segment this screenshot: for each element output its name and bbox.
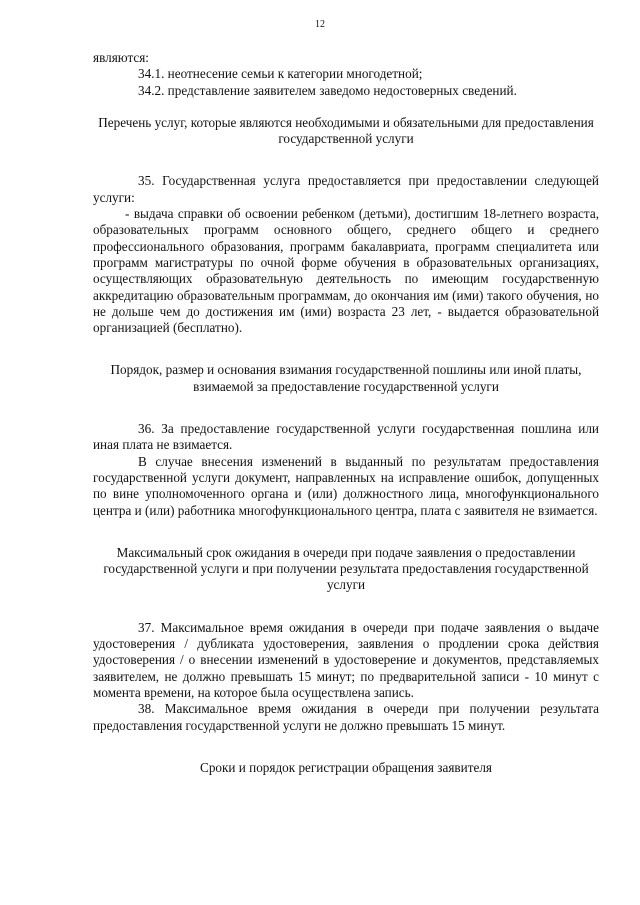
- section-heading-required-services: [93, 115, 599, 148]
- paragraph-38: 38. Максимальное время ожидания в очереди при получении результата предоставления государственной услуги не должно превышать 15 минут.: [93, 701, 599, 733]
- paragraph-continuation: являются:: [93, 50, 149, 65]
- paragraph-36: 36. За предоставление государственной услуги государственная пошлина или иная плата не взимается.: [93, 421, 599, 453]
- section-heading-fees: [93, 362, 599, 395]
- section-heading-text: Перечень услуг, которые являются необходимыми и обязательными для предоставления государственной услуги: [98, 114, 594, 147]
- paragraph-34-2: 34.2. представление заявителем заведомо недостоверных сведений.: [138, 82, 517, 98]
- page-number: 12: [315, 19, 325, 30]
- section-heading-registration: [93, 760, 599, 776]
- section-heading-text: Максимальный срок ожидания в очереди при подаче заявления о предоставлении государственной услуги и при получении результата предоставления государственной услуги: [103, 544, 589, 593]
- section-heading-text: Сроки и порядок регистрации обращения заявителя: [200, 759, 492, 775]
- page-content: [93, 50, 599, 776]
- paragraph-34-1: 34.1. неотнесение семьи к категории многодетной;: [138, 66, 423, 82]
- paragraph-35: 35. Государственная услуга предоставляется при предоставлении следующей услуги:: [93, 173, 599, 205]
- section-heading-text: Порядок, размер и основания взимания государственной пошлины или иной платы, взимаемой за предоставление государственной услуги: [110, 362, 582, 394]
- paragraph-35-item: - выдача справки об освоении ребенком (детьми), достигшим 18-летнего возраста, образовательных программ основного общего, среднего общего и среднего профессионального образования, программ бакалавриата, программ специалитета или программ магистратуры по очной форме обучения в образовательных организациях, осуществляющих образовательную деятельность по имеющим государственную аккредитацию образовательным программам, до окончания им (ими) такого обучения, но не дольше чем до достижения им (ими) возраста 23 лет, - выдается образовательной организацией (бесплатно).: [93, 206, 599, 336]
- section-heading-waiting-time: [93, 545, 599, 594]
- paragraph-36-corrections: В случае внесения изменений в выданный по результатам предоставления государственной услуги документ, направленных на исправление ошибок, допущенных по вине уполномоченного органа и (или) должностного лица, многофункционального центра и (или) работника многофункционального центра, плата с заявителя не взимается.: [93, 453, 599, 518]
- paragraph-37: 37. Максимальное время ожидания в очереди при подаче заявления о выдаче удостоверения / дубликата удостоверения, заявления о продлении срока действия удостоверения / о внесении изменений в удостоверение и документов, представляемых заявителем, не должно превышать 15 минут; по предварительной записи - 10 минут с момента времени, на которое была осуществлена запись.: [93, 619, 599, 700]
